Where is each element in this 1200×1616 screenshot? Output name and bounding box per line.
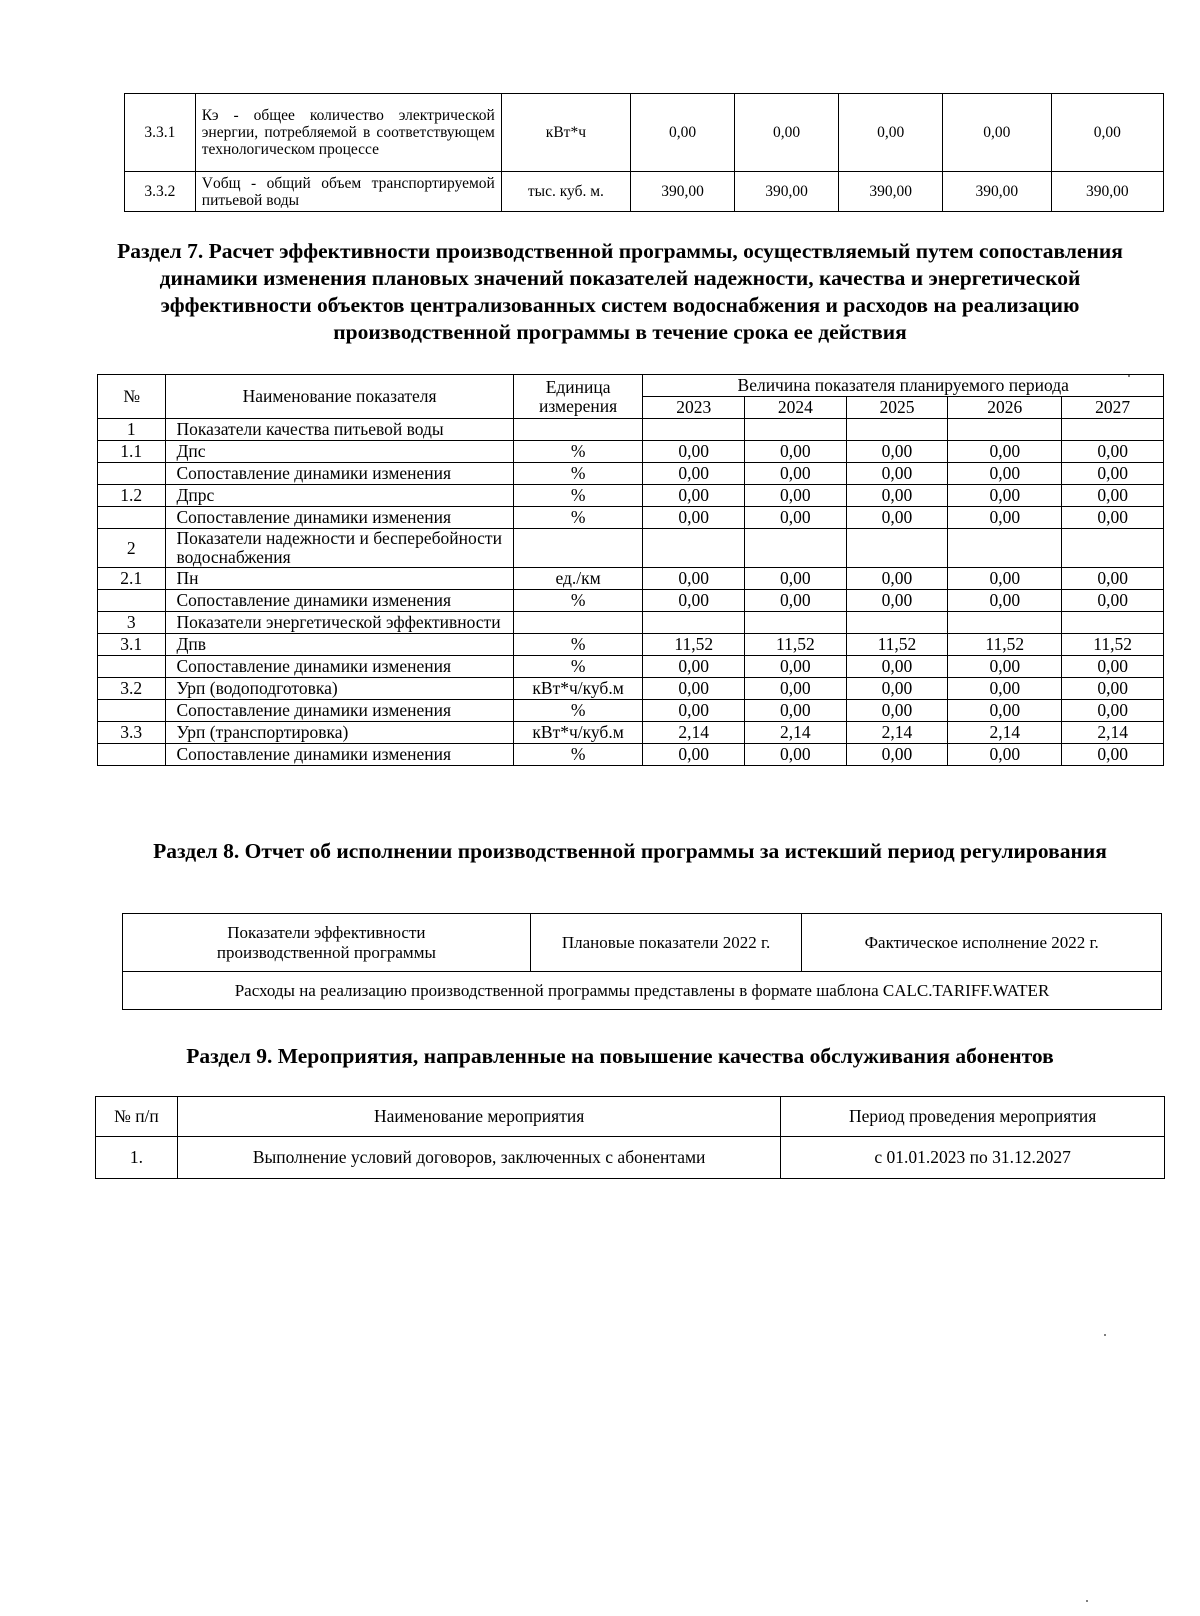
scan-speck <box>1128 375 1130 377</box>
row-unit: % <box>513 485 643 507</box>
table-row <box>98 700 1164 722</box>
table-row <box>98 634 1164 656</box>
table-row <box>125 94 1164 172</box>
value-cell: 0,00 <box>943 94 1051 172</box>
value-cell: 0,00 <box>745 485 847 507</box>
value-cell: 0,00 <box>643 744 745 766</box>
value-cell <box>948 529 1062 568</box>
value-cell <box>745 419 847 441</box>
value-cell: 11,52 <box>745 634 847 656</box>
value-cell: 0,00 <box>643 590 745 612</box>
header-year: 2027 <box>1062 397 1164 419</box>
row-num: 3.1 <box>98 634 166 656</box>
value-cell: 0,00 <box>948 656 1062 678</box>
value-cell: 0,00 <box>846 507 948 529</box>
section-8-title: Раздел 8. Отчет об исполнении производственной программы за истекший период регулирования <box>153 839 1107 863</box>
row-name: Сопоставление динамики изменения <box>166 700 513 722</box>
value-cell <box>1062 612 1164 634</box>
value-cell <box>846 612 948 634</box>
section-9-table <box>95 1096 1165 1179</box>
row-unit: кВт*ч/куб.м <box>513 722 643 744</box>
value-cell: 0,00 <box>846 463 948 485</box>
table-row <box>98 678 1164 700</box>
value-cell: 0,00 <box>643 441 745 463</box>
row-unit: % <box>513 634 643 656</box>
row-num <box>98 700 166 722</box>
row-num <box>98 656 166 678</box>
row-name: Сопоставление динамики изменения <box>166 656 513 678</box>
table-row <box>98 507 1164 529</box>
row-unit: % <box>513 744 643 766</box>
value-cell: 0,00 <box>1062 678 1164 700</box>
value-cell: 11,52 <box>1062 634 1164 656</box>
value-cell: 0,00 <box>1062 441 1164 463</box>
value-cell: 0,00 <box>948 568 1062 590</box>
row-unit: % <box>513 700 643 722</box>
value-cell <box>948 612 1062 634</box>
value-cell: 0,00 <box>846 700 948 722</box>
value-cell: 0,00 <box>643 568 745 590</box>
row-name: Сопоставление динамики изменения <box>166 507 513 529</box>
row-num: 3.3.2 <box>125 172 196 212</box>
value-cell: 0,00 <box>846 744 948 766</box>
row-name: Дпрс <box>166 485 513 507</box>
section-7-title: Раздел 7. Расчет эффективности производственной программы, осуществляемый путем сопоставления динамики изменения плановых значений показателей надежности, качества и энергетической эффективности объектов централизованных систем водоснабжения и расходов на реализацию производственной программы в течение срока ее действия <box>117 239 1123 344</box>
value-cell: 0,00 <box>846 485 948 507</box>
row-num: 2 <box>98 529 166 568</box>
value-cell: 0,00 <box>948 485 1062 507</box>
row-unit <box>513 529 643 568</box>
row-num: 3 <box>98 612 166 634</box>
value-cell: 0,00 <box>846 590 948 612</box>
value-cell: 0,00 <box>1062 507 1164 529</box>
value-cell: 390,00 <box>735 172 839 212</box>
table-row <box>98 590 1164 612</box>
value-cell <box>1062 529 1164 568</box>
value-cell: 11,52 <box>846 634 948 656</box>
row-unit: тыс. куб. м. <box>501 172 630 212</box>
table-row <box>98 529 1164 568</box>
value-cell: 0,00 <box>846 568 948 590</box>
value-cell <box>846 529 948 568</box>
row-name: Урп (водоподготовка) <box>166 678 513 700</box>
row-unit: % <box>513 441 643 463</box>
header-num: № п/п <box>96 1097 178 1137</box>
header-year: 2023 <box>643 397 745 419</box>
value-cell: 2,14 <box>643 722 745 744</box>
scan-speck <box>1104 1334 1106 1336</box>
value-cell: 0,00 <box>1062 744 1164 766</box>
value-cell: 0,00 <box>948 700 1062 722</box>
row-unit <box>513 612 643 634</box>
table-row <box>98 744 1164 766</box>
value-cell: 0,00 <box>745 700 847 722</box>
table-row <box>125 172 1164 212</box>
header-name: Наименование показателя <box>166 375 513 419</box>
value-cell <box>745 612 847 634</box>
value-cell: 390,00 <box>943 172 1051 212</box>
value-cell <box>1062 419 1164 441</box>
row-unit <box>513 419 643 441</box>
value-cell: 0,00 <box>643 463 745 485</box>
value-cell: 0,00 <box>948 463 1062 485</box>
value-cell <box>846 419 948 441</box>
row-unit: % <box>513 507 643 529</box>
value-cell: 2,14 <box>745 722 847 744</box>
row-num: 2.1 <box>98 568 166 590</box>
value-cell: 0,00 <box>745 441 847 463</box>
value-cell: 0,00 <box>745 568 847 590</box>
value-cell: 0,00 <box>643 485 745 507</box>
value-cell: 2,14 <box>846 722 948 744</box>
value-cell: 390,00 <box>1051 172 1164 212</box>
header-period: Период проведения мероприятия <box>781 1097 1165 1137</box>
row-num: 3.3.1 <box>125 94 196 172</box>
value-cell: 390,00 <box>630 172 734 212</box>
value-cell: 0,00 <box>1051 94 1164 172</box>
row-num: 3.2 <box>98 678 166 700</box>
value-cell <box>643 529 745 568</box>
value-cell: 0,00 <box>745 656 847 678</box>
value-cell: 0,00 <box>839 94 943 172</box>
value-cell: 390,00 <box>839 172 943 212</box>
table-row <box>98 419 1164 441</box>
value-cell: 0,00 <box>948 441 1062 463</box>
value-cell: 0,00 <box>745 507 847 529</box>
value-cell <box>643 612 745 634</box>
row-num: 3.3 <box>98 722 166 744</box>
table-row <box>96 1137 1165 1179</box>
header-period: Величина показателя планируемого периода <box>643 375 1164 397</box>
value-cell: 0,00 <box>643 678 745 700</box>
header-year: 2024 <box>745 397 847 419</box>
row-unit: ед./км <box>513 568 643 590</box>
value-cell: 0,00 <box>948 744 1062 766</box>
row-unit: % <box>513 590 643 612</box>
value-cell: 11,52 <box>948 634 1062 656</box>
row-unit: % <box>513 463 643 485</box>
row-num <box>98 744 166 766</box>
table-row <box>98 656 1164 678</box>
value-cell: 0,00 <box>846 656 948 678</box>
top-continuation-table <box>124 93 1164 212</box>
value-cell: 0,00 <box>948 678 1062 700</box>
value-cell: 0,00 <box>643 700 745 722</box>
table-row <box>98 568 1164 590</box>
row-num <box>98 463 166 485</box>
value-cell: 0,00 <box>1062 700 1164 722</box>
section-9-title: Раздел 9. Мероприятия, направленные на повышение качества обслуживания абонентов <box>186 1044 1054 1068</box>
value-cell: 0,00 <box>745 744 847 766</box>
row-num: 1. <box>96 1137 178 1179</box>
row-name: Показатели качества питьевой воды <box>166 419 513 441</box>
row-period: с 01.01.2023 по 31.12.2027 <box>781 1137 1165 1179</box>
value-cell: 0,00 <box>948 507 1062 529</box>
header-year: 2025 <box>846 397 948 419</box>
value-cell: 0,00 <box>1062 485 1164 507</box>
value-cell: 11,52 <box>643 634 745 656</box>
value-cell: 0,00 <box>643 507 745 529</box>
row-name: Сопоставление динамики изменения <box>166 590 513 612</box>
row-num: 1.1 <box>98 441 166 463</box>
header-activity: Наименование мероприятия <box>177 1097 780 1137</box>
table-row <box>98 441 1164 463</box>
value-cell: 0,00 <box>643 656 745 678</box>
value-cell: 0,00 <box>745 678 847 700</box>
row-name: Дпс <box>166 441 513 463</box>
table-row <box>98 612 1164 634</box>
header-year: 2026 <box>948 397 1062 419</box>
value-cell: 0,00 <box>1062 590 1164 612</box>
row-name: Кэ - общее количество электрической энергии, потребляемой в соответствующем технологическом процессе <box>195 94 501 172</box>
section-8-table <box>122 913 1162 1010</box>
value-cell: 0,00 <box>846 441 948 463</box>
row-num: 1 <box>98 419 166 441</box>
value-cell: 0,00 <box>1062 656 1164 678</box>
section-8-note: Расходы на реализацию производственной программы представлены в формате шаблона CALC.TARIFF.WATER <box>123 972 1162 1010</box>
row-name: Vобщ - общий объем транспортируемой питьевой воды <box>195 172 501 212</box>
row-name: Показатели надежности и бесперебойности водоснабжения <box>166 529 513 568</box>
value-cell: 2,14 <box>1062 722 1164 744</box>
table-row <box>98 722 1164 744</box>
row-name: Сопоставление динамики изменения <box>166 463 513 485</box>
value-cell: 0,00 <box>745 463 847 485</box>
row-name: Пн <box>166 568 513 590</box>
value-cell <box>948 419 1062 441</box>
row-unit: кВт*ч <box>501 94 630 172</box>
header-num: № <box>98 375 166 419</box>
section-7-table <box>97 374 1164 766</box>
table-row <box>98 463 1164 485</box>
value-cell: 0,00 <box>948 590 1062 612</box>
value-cell: 0,00 <box>846 678 948 700</box>
value-cell: 0,00 <box>1062 463 1164 485</box>
scan-speck <box>1086 1600 1088 1602</box>
table-row <box>98 485 1164 507</box>
value-cell: 0,00 <box>745 590 847 612</box>
header-indicators: Показатели эффективности производственной программы <box>123 914 531 972</box>
value-cell: 0,00 <box>735 94 839 172</box>
value-cell: 0,00 <box>1062 568 1164 590</box>
header-actual: Фактическое исполнение 2022 г. <box>802 914 1162 972</box>
row-unit: кВт*ч/куб.м <box>513 678 643 700</box>
row-num <box>98 507 166 529</box>
header-unit: Единица измерения <box>513 375 643 419</box>
value-cell: 2,14 <box>948 722 1062 744</box>
row-activity: Выполнение условий договоров, заключенных с абонентами <box>177 1137 780 1179</box>
header-planned: Плановые показатели 2022 г. <box>530 914 802 972</box>
row-name: Урп (транспортировка) <box>166 722 513 744</box>
value-cell <box>745 529 847 568</box>
row-unit: % <box>513 656 643 678</box>
row-name: Сопоставление динамики изменения <box>166 744 513 766</box>
value-cell: 0,00 <box>630 94 734 172</box>
row-num: 1.2 <box>98 485 166 507</box>
row-num <box>98 590 166 612</box>
row-name: Показатели энергетической эффективности <box>166 612 513 634</box>
row-name: Дпв <box>166 634 513 656</box>
value-cell <box>643 419 745 441</box>
